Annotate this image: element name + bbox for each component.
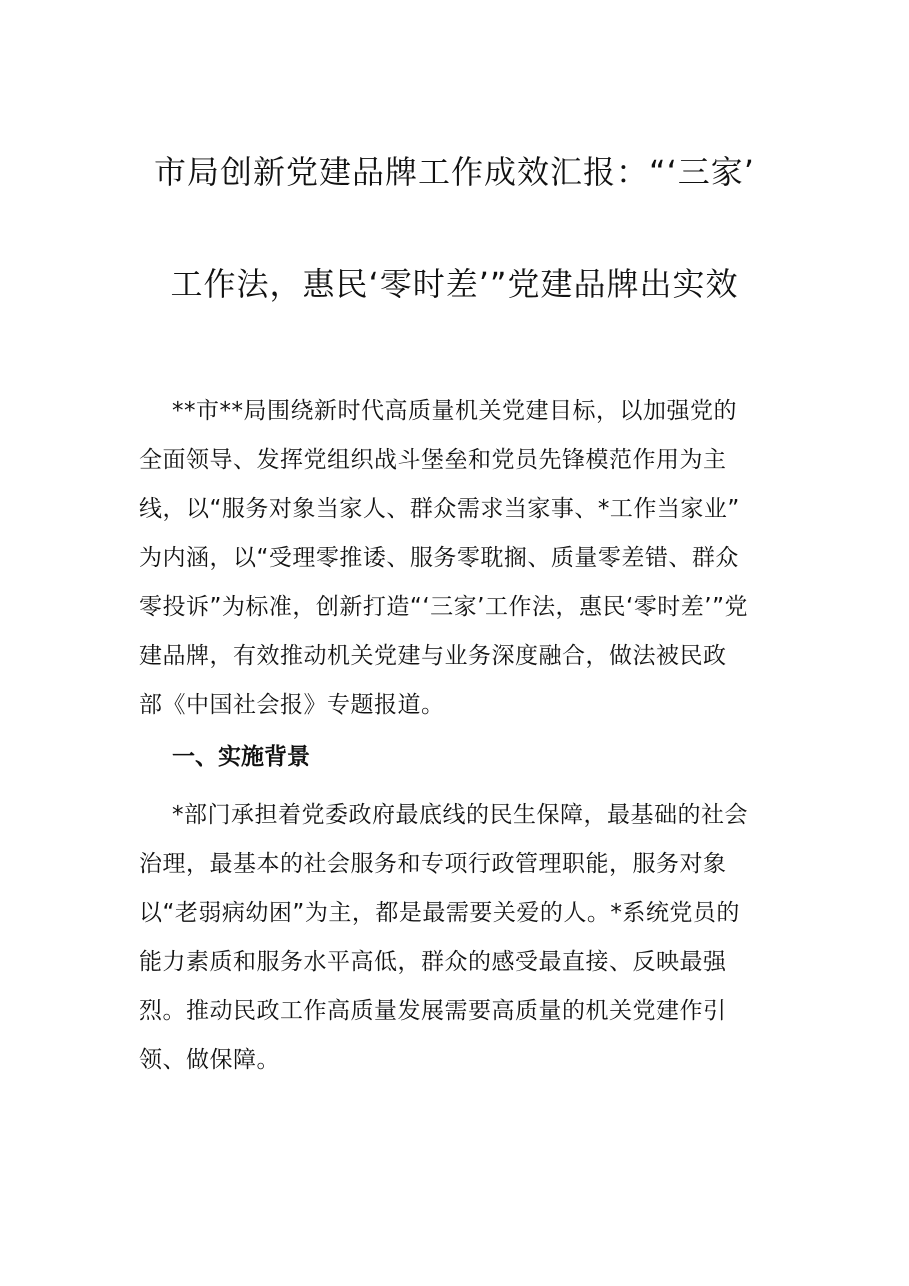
paragraph-1-line-4: 为内涵，以“受理零推诿、服务零耽搁、质量零差错、群众 [139, 545, 739, 571]
paragraph-2-line-2: 治理，最基本的社会服务和专项行政管理职能，服务对象 [139, 851, 727, 877]
paragraph-2-line-4: 能力素质和服务水平高低，群众的感受最直接、反映最强 [139, 949, 727, 975]
paragraph-1-line-1: **市**局围绕新时代高质量机关党建目标，以加强党的 [172, 398, 737, 424]
document-title-line-1: 市局创新党建品牌工作成效汇报：“‘三家’ [154, 153, 755, 191]
paragraph-1-line-6: 建品牌，有效推动机关党建与业务深度融合，做法被民政 [139, 643, 727, 669]
paragraph-1-line-2: 全面领导、发挥党组织战斗堡垒和党员先锋模范作用为主 [139, 447, 727, 473]
paragraph-1-line-7: 部《中国社会报》专题报道。 [139, 692, 445, 718]
document-title-line-2: 工作法，惠民‘零时差’”党建品牌出实效 [170, 265, 739, 303]
paragraph-1-line-3: 线，以“服务对象当家人、群众需求当家事、*工作当家业” [139, 496, 740, 522]
section-heading: 一、实施背景 [172, 744, 310, 770]
paragraph-2-line-3: 以“老弱病幼困”为主，都是最需要关爱的人。*系统党员的 [139, 900, 740, 926]
paragraph-1-line-5: 零投诉”为标准，创新打造“‘三家’工作法，惠民‘零时差’”党 [139, 594, 748, 620]
paragraph-2-line-1: *部门承担着党委政府最底线的民生保障，最基础的社会 [172, 802, 748, 828]
paragraph-2-line-6: 领、做保障。 [139, 1047, 280, 1073]
paragraph-2-line-5: 烈。推动民政工作高质量发展需要高质量的机关党建作引 [139, 998, 727, 1024]
